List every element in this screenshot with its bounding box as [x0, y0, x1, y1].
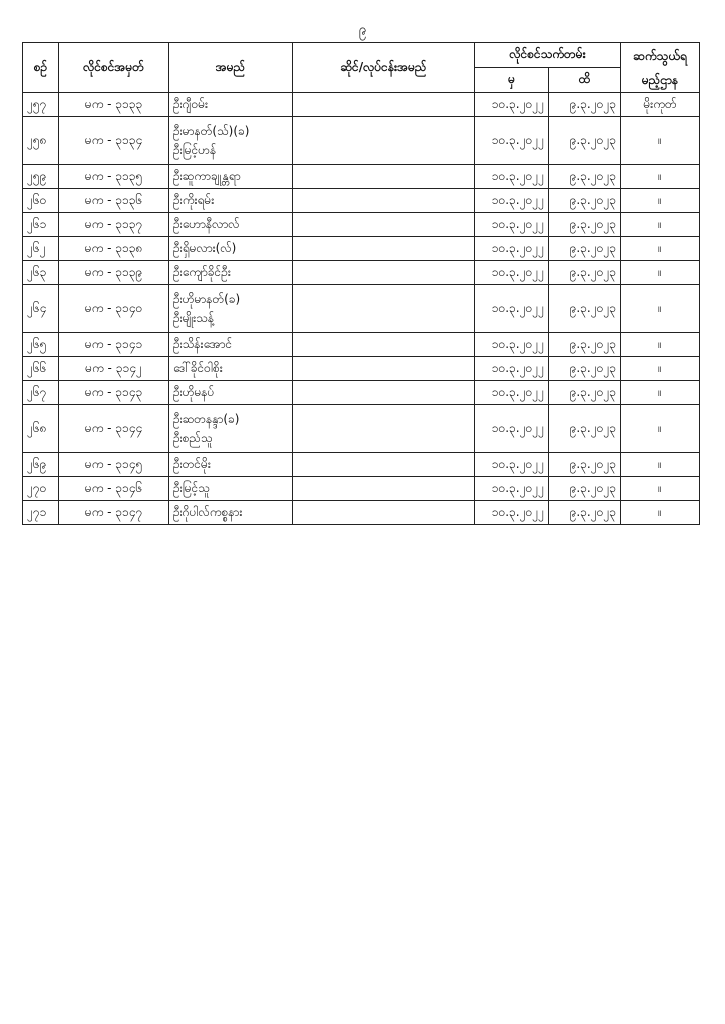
row-number: ၂၆၄: [23, 285, 59, 333]
name-line: ဦးတင်မိုး: [173, 457, 211, 471]
shop-name: [293, 357, 475, 381]
person-name: [169, 357, 293, 381]
shop-name: [293, 453, 475, 477]
name-line: ဦးသိန်းအောင်: [173, 337, 233, 351]
valid-from: ၁၀.၃.၂၀၂၂: [475, 237, 549, 261]
row-number: ၂၅၇: [23, 93, 59, 117]
shop-name: [293, 405, 475, 453]
contact-office: ။: [621, 357, 700, 381]
row-number: ၂၆၆: [23, 357, 59, 381]
contact-office: မိုးကုတ်: [621, 93, 700, 117]
contact-office: ။: [621, 453, 700, 477]
valid-to: ၉.၃.၂၀၂၃: [549, 213, 621, 237]
contact-office: ။: [621, 117, 700, 165]
person-name: [169, 405, 293, 453]
table-row: [23, 453, 700, 477]
row-number: ၂၆၇: [23, 381, 59, 405]
shop-name: [293, 501, 475, 525]
person-name: [169, 261, 293, 285]
name-line: ဦးဆူကာချုန္တရာ: [173, 169, 241, 183]
valid-to: ၉.၃.၂၀၂၃: [549, 453, 621, 477]
valid-to: ၉.၃.၂၀၂၃: [549, 189, 621, 213]
person-name: [169, 477, 293, 501]
shop-name: [293, 237, 475, 261]
valid-to: ၉.၃.၂၀၂၃: [549, 381, 621, 405]
table-row: [23, 261, 700, 285]
name-line: ဦးဂိုပါလ်ကစ္စနား: [173, 505, 243, 519]
license-number: မက - ၃၁၄၇: [59, 501, 169, 525]
table-row: [23, 285, 700, 333]
header-row: [23, 43, 700, 68]
row-number: ၂၅၈: [23, 117, 59, 165]
name-line: ဦးဟိုမနပ်: [173, 385, 215, 399]
name-line: ဦးဟောနီလာလ်: [173, 217, 240, 231]
name-line: ဦးမာနတ်(သ်)(ခ): [173, 123, 250, 138]
license-number: မက - ၃၁၄၅: [59, 453, 169, 477]
table-body: [23, 93, 700, 525]
shop-name: [293, 93, 475, 117]
header-validity: လိုင်စင်သက်တမ်း: [475, 43, 621, 68]
header-shop-name: ဆိုင်/လုပ်ငန်းအမည်: [293, 43, 475, 93]
valid-to: ၉.၃.၂၀၂၃: [549, 237, 621, 261]
license-number: မက - ၃၁၄၂: [59, 357, 169, 381]
license-number: မက - ၃၁၃၇: [59, 213, 169, 237]
contact-office: ။: [621, 501, 700, 525]
valid-to: ၉.၃.၂၀၂၃: [549, 357, 621, 381]
shop-name: [293, 189, 475, 213]
shop-name: [293, 477, 475, 501]
name-line: ဦးမျိုးသန့်: [173, 310, 215, 325]
table-row: [23, 357, 700, 381]
name-line: ဦးဆတနန္ဒာ(ခ): [173, 411, 240, 426]
license-number: မက - ၃၁၃၆: [59, 189, 169, 213]
valid-to: ၉.၃.၂၀၂၃: [549, 477, 621, 501]
shop-name: [293, 165, 475, 189]
shop-name: [293, 333, 475, 357]
table-row: [23, 501, 700, 525]
license-number: မက - ၃၁၄၀: [59, 285, 169, 333]
row-number: ၂၇၀: [23, 477, 59, 501]
table-row: [23, 165, 700, 189]
person-name: [169, 189, 293, 213]
header-license-no: လိုင်စင်အမှတ်: [59, 43, 169, 93]
valid-from: ၁၀.၃.၂၀၂၂: [475, 501, 549, 525]
valid-to: ၉.၃.၂၀၂၃: [549, 501, 621, 525]
contact-office: ။: [621, 285, 700, 333]
license-number: မက - ၃၁၃၈: [59, 237, 169, 261]
valid-from: ၁၀.၃.၂၀၂၂: [475, 261, 549, 285]
row-number: ၂၆၃: [23, 261, 59, 285]
person-name: [169, 285, 293, 333]
person-name: [169, 333, 293, 357]
name-line: ဦးဂျီဝမ်း: [173, 97, 209, 111]
header-no: စဉ်: [23, 43, 59, 93]
contact-office: ။: [621, 477, 700, 501]
name-line: ဦးစည်သူ: [173, 430, 213, 445]
table-row: [23, 213, 700, 237]
table-row: [23, 381, 700, 405]
name-line: ဒေါ်ခိုင်ဝါစိုး: [173, 361, 223, 375]
person-name: [169, 117, 293, 165]
valid-to: ၉.၃.၂၀၂၃: [549, 261, 621, 285]
shop-name: [293, 117, 475, 165]
contact-office: ။: [621, 333, 700, 357]
contact-office: ။: [621, 165, 700, 189]
license-number: မက - ၃၁၄၄: [59, 405, 169, 453]
row-number: ၂၆၂: [23, 237, 59, 261]
contact-office: ။: [621, 381, 700, 405]
row-number: ၂၆၀: [23, 189, 59, 213]
person-name: [169, 93, 293, 117]
row-number: ၂၅၉: [23, 165, 59, 189]
valid-to: ၉.၃.၂၀၂၃: [549, 333, 621, 357]
person-name: [169, 165, 293, 189]
table-row: [23, 477, 700, 501]
valid-to: ၉.၃.၂၀၂၃: [549, 93, 621, 117]
shop-name: [293, 285, 475, 333]
license-register-table: [22, 42, 700, 525]
table-row: [23, 237, 700, 261]
valid-to: ၉.၃.၂၀၂၃: [549, 117, 621, 165]
row-number: ၂၆၅: [23, 333, 59, 357]
person-name: [169, 237, 293, 261]
name-line: ဦးမြင့်သူ: [173, 481, 210, 495]
valid-from: ၁၀.၃.၂၀၂၂: [475, 213, 549, 237]
row-number: ၂၇၁: [23, 501, 59, 525]
person-name: [169, 501, 293, 525]
valid-from: ၁၀.၃.၂၀၂၂: [475, 333, 549, 357]
person-name: [169, 453, 293, 477]
table-row: [23, 93, 700, 117]
name-line: ဦးကျော်ခိုင်ဦး: [173, 265, 231, 279]
valid-from: ၁၀.၃.၂၀၂၂: [475, 189, 549, 213]
name-line: ဦးကိုးရမ်း: [173, 193, 215, 207]
header-contact: ဆက်သွယ်ရမည့်ဌာန: [621, 43, 700, 93]
row-number: ၂၆၉: [23, 453, 59, 477]
shop-name: [293, 261, 475, 285]
header-to: ထိ: [549, 68, 621, 93]
valid-from: ၁၀.၃.၂၀၂၂: [475, 285, 549, 333]
name-line: ဦးရှိမလား(လ်): [173, 241, 237, 255]
valid-from: ၁၀.၃.၂၀၂၂: [475, 381, 549, 405]
valid-from: ၁၀.၃.၂၀၂၂: [475, 405, 549, 453]
contact-office: ။: [621, 261, 700, 285]
page-number: ၉: [358, 22, 367, 38]
valid-to: ၉.၃.၂၀၂၃: [549, 285, 621, 333]
valid-from: ၁၀.၃.၂၀၂၂: [475, 117, 549, 165]
table-row: [23, 405, 700, 453]
contact-office: ။: [621, 405, 700, 453]
valid-from: ၁၀.၃.၂၀၂၂: [475, 165, 549, 189]
shop-name: [293, 213, 475, 237]
valid-to: ၉.၃.၂၀၂၃: [549, 405, 621, 453]
license-number: မက - ၃၁၄၁: [59, 333, 169, 357]
name-line: ဦးမြင့်ဟန်: [173, 142, 217, 157]
header-from: မှ: [475, 68, 549, 93]
license-number: မက - ၃၁၄၆: [59, 477, 169, 501]
table-row: [23, 333, 700, 357]
valid-from: ၁၀.၃.၂၀၂၂: [475, 93, 549, 117]
table-row: [23, 189, 700, 213]
row-number: ၂၆၁: [23, 213, 59, 237]
person-name: [169, 381, 293, 405]
header-name: အမည်: [169, 43, 293, 93]
license-number: မက - ၃၁၄၃: [59, 381, 169, 405]
valid-from: ၁၀.၃.၂၀၂၂: [475, 357, 549, 381]
valid-from: ၁၀.၃.၂၀၂၂: [475, 453, 549, 477]
table-row: [23, 117, 700, 165]
contact-office: ။: [621, 237, 700, 261]
valid-to: ၉.၃.၂၀၂၃: [549, 165, 621, 189]
license-number: မက - ၃၁၃၃: [59, 93, 169, 117]
license-number: မက - ၃၁၃၉: [59, 261, 169, 285]
valid-from: ၁၀.၃.၂၀၂၂: [475, 477, 549, 501]
name-line: ဦးဟိုမာနတ်(ခ): [173, 291, 241, 306]
license-number: မက - ၃၁၃၄: [59, 117, 169, 165]
person-name: [169, 213, 293, 237]
shop-name: [293, 381, 475, 405]
license-number: မက - ၃၁၃၅: [59, 165, 169, 189]
contact-office: ။: [621, 213, 700, 237]
contact-office: ။: [621, 189, 700, 213]
row-number: ၂၆၈: [23, 405, 59, 453]
